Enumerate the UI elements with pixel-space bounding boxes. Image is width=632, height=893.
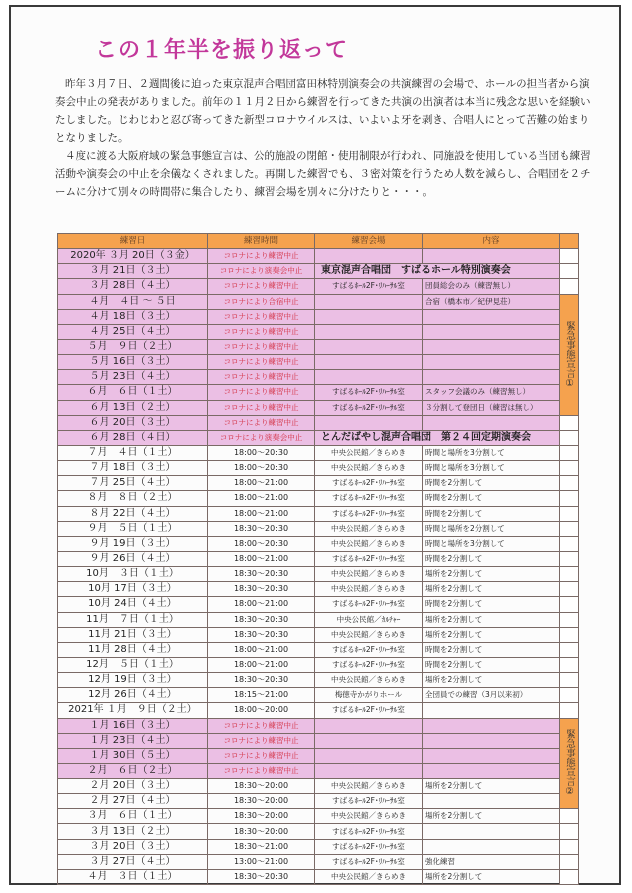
marker-cell xyxy=(560,476,579,491)
intro-paragraph-2: ４度に渡る大阪府域の緊急事態宣言は、公的施設の閉館・使用制限が行われ、同施設を使用している当団も練習活動や演奏会の中止を余儀なくされました。再開した練習でも、３密対策を行うため人数を減らし、合唱団を２チームに分けて別々の時間帯に集合したり、練習会場を別々に分けたりと・・・。 xyxy=(55,150,591,198)
cell-date: 2020年 ３月 20日（３金） xyxy=(58,249,208,264)
cell-time: 18:00～20:30 xyxy=(208,461,315,476)
cell-date: ３月 ６日（１土） xyxy=(58,809,208,824)
cell-place: 中央公民館／きらめき xyxy=(315,521,423,536)
marker-cell xyxy=(560,536,579,551)
marker-cell xyxy=(560,491,579,506)
cell-content: 場所を2分割して xyxy=(423,673,560,688)
cell-date: ６月 28日（４日） xyxy=(58,430,208,445)
cell-content: 全団員での練習（3月以来初） xyxy=(423,688,560,703)
cell-place xyxy=(315,355,423,370)
marker-cell xyxy=(560,264,579,279)
cell-place: すばるﾎｰﾙ2F･ﾘﾊｰｻﾙ室 xyxy=(315,491,423,506)
cell-time: コロナにより練習中止 xyxy=(208,415,315,430)
cell-place: すばるﾎｰﾙ2F･ﾘﾊｰｻﾙ室 xyxy=(315,400,423,415)
cell-content: スタッフ会議のみ（練習無し） xyxy=(423,385,560,400)
table-row xyxy=(58,430,579,445)
cell-date: ２月 27日（４土） xyxy=(58,794,208,809)
marker-cell xyxy=(560,642,579,657)
cell-content xyxy=(423,718,560,733)
marker-cell xyxy=(560,809,579,824)
cell-date: ３月 21日（３土） xyxy=(58,264,208,279)
emergency-declaration-label: 緊急事態宣言② xyxy=(564,729,575,798)
cell-time: コロナにより合宿中止 xyxy=(208,294,315,309)
cell-time: 18:30～20:00 xyxy=(208,824,315,839)
cell-content xyxy=(423,839,560,854)
cell-date: 11月 28日（４土） xyxy=(58,642,208,657)
cell-date: ９月 26日（４土） xyxy=(58,551,208,566)
cell-time: コロナにより練習中止 xyxy=(208,249,315,264)
cell-time: 18:00～20:00 xyxy=(208,703,315,718)
cell-place xyxy=(315,324,423,339)
marker-cell xyxy=(560,551,579,566)
marker-cell xyxy=(560,673,579,688)
practice-schedule-table xyxy=(57,233,579,885)
cell-place xyxy=(315,249,423,264)
marker-cell xyxy=(560,430,579,445)
table-row xyxy=(58,536,579,551)
cell-date: 11月 ７日（１土） xyxy=(58,612,208,627)
marker-cell xyxy=(560,688,579,703)
cell-place: 梅徳寺かがりホール xyxy=(315,688,423,703)
cell-place: すばるﾎｰﾙ2F･ﾘﾊｰｻﾙ室 xyxy=(315,385,423,400)
marker-cell xyxy=(560,279,579,294)
cell-place xyxy=(315,748,423,763)
cell-time: 13:00～21:00 xyxy=(208,854,315,869)
table-row xyxy=(58,733,579,748)
header-place: 練習会場 xyxy=(315,234,423,249)
cell-date: ８月 ８日（２土） xyxy=(58,491,208,506)
cell-content xyxy=(423,324,560,339)
cell-place: すばるﾎｰﾙ2F･ﾘﾊｰｻﾙ室 xyxy=(315,824,423,839)
cell-content: 場所を2分割して xyxy=(423,567,560,582)
marker-cell xyxy=(560,415,579,430)
page-title: この１年半を振り返って xyxy=(95,38,349,63)
cell-time: 18:15～21:00 xyxy=(208,688,315,703)
cell-date: ４月 ４日 ～ ５日 xyxy=(58,294,208,309)
cell-place: すばるﾎｰﾙ2F･ﾘﾊｰｻﾙ室 xyxy=(315,279,423,294)
cell-time: 18:00～21:00 xyxy=(208,551,315,566)
cell-content xyxy=(423,703,560,718)
cell-content: 場所を2分割して xyxy=(423,869,560,884)
cell-date: 12月 26日（４土） xyxy=(58,688,208,703)
marker-cell xyxy=(560,612,579,627)
marker-cell xyxy=(560,597,579,612)
cell-time: コロナにより練習中止 xyxy=(208,370,315,385)
cell-time: コロナにより練習中止 xyxy=(208,718,315,733)
cell-place xyxy=(315,733,423,748)
cell-date: ６月 13日（２土） xyxy=(58,400,208,415)
table-row xyxy=(58,491,579,506)
cell-date: ５月 23日（４土） xyxy=(58,370,208,385)
emergency-declaration-marker xyxy=(560,294,579,415)
cell-place xyxy=(315,763,423,778)
cell-time: 18:30～20:00 xyxy=(208,809,315,824)
table-row xyxy=(58,264,579,279)
marker-cell xyxy=(560,249,579,264)
cell-place: 中央公民館／きらめき xyxy=(315,673,423,688)
table-row xyxy=(58,249,579,264)
cell-date: ５月 ９日（２土） xyxy=(58,339,208,354)
cell-date: ７月 18日（３土） xyxy=(58,461,208,476)
table-row xyxy=(58,703,579,718)
cell-time: コロナにより練習中止 xyxy=(208,324,315,339)
cell-time: コロナにより練習中止 xyxy=(208,355,315,370)
cell-date: ７月 25日（４土） xyxy=(58,476,208,491)
table-row xyxy=(58,809,579,824)
table-row xyxy=(58,400,579,415)
cell-time: コロナにより練習中止 xyxy=(208,309,315,324)
cell-content: 強化練習 xyxy=(423,854,560,869)
cell-time: 18:30～20:30 xyxy=(208,521,315,536)
cell-place: すばるﾎｰﾙ2F･ﾘﾊｰｻﾙ室 xyxy=(315,794,423,809)
table-row xyxy=(58,763,579,778)
cell-date: １月 30日（５土） xyxy=(58,748,208,763)
cell-date: ４月 ３日（１土） xyxy=(58,869,208,884)
cell-time: 18:30～20:30 xyxy=(208,582,315,597)
table-row xyxy=(58,355,579,370)
marker-cell xyxy=(560,521,579,536)
cell-time: 18:30～20:30 xyxy=(208,612,315,627)
cell-content: 場所を2分割して xyxy=(423,809,560,824)
cell-time: 18:30～20:00 xyxy=(208,779,315,794)
table-row xyxy=(58,673,579,688)
cell-content: 時間を2分割して xyxy=(423,491,560,506)
cell-date: ３月 28日（４土） xyxy=(58,279,208,294)
table-row xyxy=(58,461,579,476)
table-row xyxy=(58,476,579,491)
header-content: 内容 xyxy=(423,234,560,249)
cell-date: 10月 17日（３土） xyxy=(58,582,208,597)
cell-content: ３分割して登団日（練習は無し） xyxy=(423,400,560,415)
cell-time: コロナにより練習中止 xyxy=(208,339,315,354)
table-row xyxy=(58,627,579,642)
table-row xyxy=(58,385,579,400)
table-row xyxy=(58,521,579,536)
cell-time: 18:30～20:30 xyxy=(208,869,315,884)
cell-content xyxy=(423,355,560,370)
marker-cell xyxy=(560,506,579,521)
cell-place xyxy=(315,309,423,324)
cell-content xyxy=(423,415,560,430)
cell-content: 時間と場所を2分割して xyxy=(423,521,560,536)
cell-content: 場所を2分割して xyxy=(423,582,560,597)
marker-cell xyxy=(560,567,579,582)
cell-place: すばるﾎｰﾙ2F･ﾘﾊｰｻﾙ室 xyxy=(315,854,423,869)
cell-content: 団員総会のみ（練習無し） xyxy=(423,279,560,294)
cell-time: コロナにより演奏会中止 xyxy=(208,430,315,445)
cell-date: ３月 20日（３土） xyxy=(58,839,208,854)
cell-content xyxy=(423,733,560,748)
cell-date: １月 16日（３土） xyxy=(58,718,208,733)
marker-cell xyxy=(560,869,579,884)
cell-date: ４月 18日（３土） xyxy=(58,309,208,324)
cell-date: １月 23日（４土） xyxy=(58,733,208,748)
cell-place: 中央公民館／きらめき xyxy=(315,869,423,884)
cell-time: コロナにより練習中止 xyxy=(208,385,315,400)
table-row xyxy=(58,445,579,460)
cell-date: ２月 20日（３土） xyxy=(58,779,208,794)
cell-content xyxy=(423,370,560,385)
cell-place: 中央公民館／きらめき xyxy=(315,779,423,794)
cell-time: コロナにより練習中止 xyxy=(208,733,315,748)
table-header-row xyxy=(58,234,579,249)
cell-content: 時間を2分割して xyxy=(423,551,560,566)
cell-time: 18:00～21:00 xyxy=(208,506,315,521)
cell-place: 中央公民館／きらめき xyxy=(315,461,423,476)
table-row xyxy=(58,324,579,339)
cell-date: ４月 25日（４土） xyxy=(58,324,208,339)
cell-place: すばるﾎｰﾙ2F･ﾘﾊｰｻﾙ室 xyxy=(315,642,423,657)
table-row xyxy=(58,854,579,869)
marker-cell xyxy=(560,824,579,839)
cell-place: すばるﾎｰﾙ2F･ﾘﾊｰｻﾙ室 xyxy=(315,657,423,672)
cell-content: 場所を2分割して xyxy=(423,779,560,794)
table-row xyxy=(58,415,579,430)
table-row xyxy=(58,370,579,385)
cell-content xyxy=(423,763,560,778)
cell-time: コロナにより練習中止 xyxy=(208,763,315,778)
header-time: 練習時間 xyxy=(208,234,315,249)
table-body xyxy=(58,249,579,885)
cell-content: 場所を2分割して xyxy=(423,627,560,642)
cell-content: 時間を2分割して xyxy=(423,657,560,672)
cell-place xyxy=(315,339,423,354)
marker-cell xyxy=(560,854,579,869)
cell-content: 時間と場所を3分割して xyxy=(423,445,560,460)
emergency-declaration-label: 緊急事態宣言① xyxy=(564,320,575,389)
cell-content xyxy=(423,249,560,264)
intro-paragraph-1: 昨年３月７日、２週間後に迫った東京混声合唱団富田林特別演奏会の共演練習の会場で、ホールの担当者から演奏会中止の発表がありました。前年の１１月２日から練習を行ってきた共演の出演者は本当に残念な思いを経験いたしました。じわじわと忍び寄ってきた新型コロナウイルスは、いよいよ牙を剥き、合唱人にとって苦難の始まりとなりました。 xyxy=(55,78,591,144)
table-row xyxy=(58,294,579,309)
cell-place: すばるﾎｰﾙ2F･ﾘﾊｰｻﾙ室 xyxy=(315,551,423,566)
table-row xyxy=(58,551,579,566)
marker-cell xyxy=(560,627,579,642)
cell-date: 11月 21日（３土） xyxy=(58,627,208,642)
cell-date: 12月 19日（３土） xyxy=(58,673,208,688)
cell-time: 18:30～20:30 xyxy=(208,627,315,642)
cell-content: 時間を2分割して xyxy=(423,476,560,491)
cell-date: ６月 ６日（１土） xyxy=(58,385,208,400)
cell-time: 18:30～20:30 xyxy=(208,567,315,582)
cell-content: 時間を2分割して xyxy=(423,642,560,657)
cell-date: 2021年 １月 ９日（２土） xyxy=(58,703,208,718)
cell-date: ２月 ６日（２土） xyxy=(58,763,208,778)
cell-place: 中央公民館／きらめき xyxy=(315,567,423,582)
cell-date: ３月 27日（４土） xyxy=(58,854,208,869)
cell-time: コロナにより練習中止 xyxy=(208,748,315,763)
cell-date: ９月 19日（３土） xyxy=(58,536,208,551)
header-marker xyxy=(560,234,579,249)
cell-time: 18:00～20:30 xyxy=(208,445,315,460)
table-row xyxy=(58,642,579,657)
cell-content xyxy=(423,824,560,839)
cell-place xyxy=(315,370,423,385)
cell-content xyxy=(423,339,560,354)
cell-place: すばるﾎｰﾙ2F･ﾘﾊｰｻﾙ室 xyxy=(315,703,423,718)
marker-cell xyxy=(560,703,579,718)
cell-date: ６月 20日（３土） xyxy=(58,415,208,430)
cell-date: ３月 13日（２土） xyxy=(58,824,208,839)
table-row xyxy=(58,824,579,839)
cell-content: 時間を2分割して xyxy=(423,506,560,521)
table-row xyxy=(58,567,579,582)
table-row xyxy=(58,612,579,627)
cell-time: コロナにより練習中止 xyxy=(208,279,315,294)
cell-place xyxy=(315,294,423,309)
cell-place: 中央公民館／きらめき xyxy=(315,536,423,551)
table-row xyxy=(58,279,579,294)
cell-time: 18:30～20:30 xyxy=(208,673,315,688)
table-row xyxy=(58,597,579,612)
marker-cell xyxy=(560,582,579,597)
cell-place xyxy=(315,415,423,430)
table-row xyxy=(58,748,579,763)
cell-date: ９月 ５日（１土） xyxy=(58,521,208,536)
table-row xyxy=(58,339,579,354)
cell-time: 18:30～21:00 xyxy=(208,839,315,854)
cell-place: 中央公民館／きらめき xyxy=(315,627,423,642)
table-row xyxy=(58,718,579,733)
cell-place: 中央公民館／きらめき xyxy=(315,445,423,460)
document-page xyxy=(9,5,621,885)
cell-content: 時間と場所を3分割して xyxy=(423,536,560,551)
cell-date: ８月 22日（４土） xyxy=(58,506,208,521)
cell-content: 場所を2分割して xyxy=(423,612,560,627)
table-row xyxy=(58,794,579,809)
cell-time: 18:00～20:30 xyxy=(208,536,315,551)
marker-cell xyxy=(560,445,579,460)
cell-content: 時間を2分割して xyxy=(423,597,560,612)
cell-date: 10月 24日（４土） xyxy=(58,597,208,612)
cell-content: 合宿（橋本市／紀伊見荘） xyxy=(423,294,560,309)
cell-place: 中央公民館／きらめき xyxy=(315,809,423,824)
header-date: 練習日 xyxy=(58,234,208,249)
cell-place: すばるﾎｰﾙ2F･ﾘﾊｰｻﾙ室 xyxy=(315,597,423,612)
cell-content xyxy=(423,309,560,324)
cell-place: すばるﾎｰﾙ2F･ﾘﾊｰｻﾙ室 xyxy=(315,476,423,491)
table-row xyxy=(58,657,579,672)
cell-date: ７月 ４日（１土） xyxy=(58,445,208,460)
emergency-declaration-marker xyxy=(560,718,579,809)
cell-time: 18:30～20:00 xyxy=(208,794,315,809)
cell-place: すばるﾎｰﾙ2F･ﾘﾊｰｻﾙ室 xyxy=(315,506,423,521)
cell-date: 12月 ５日（１土） xyxy=(58,657,208,672)
marker-cell xyxy=(560,839,579,854)
cell-time: 18:00～21:00 xyxy=(208,476,315,491)
table-row xyxy=(58,582,579,597)
cell-date: 10月 ３日（１土） xyxy=(58,567,208,582)
table-row xyxy=(58,869,579,884)
table-row xyxy=(58,688,579,703)
cell-place: 中央公民館／ｶﾙﾁｬｰ xyxy=(315,612,423,627)
cell-event: とんだばやし混声合唱団 第２４回定期演奏会 xyxy=(315,430,560,445)
marker-cell xyxy=(560,657,579,672)
cell-place: 中央公民館／きらめき xyxy=(315,582,423,597)
cell-time: コロナにより練習中止 xyxy=(208,400,315,415)
marker-cell xyxy=(560,461,579,476)
cell-time: 18:00～21:00 xyxy=(208,597,315,612)
table-row xyxy=(58,839,579,854)
cell-time: 18:00～21:00 xyxy=(208,491,315,506)
cell-event: 東京混声合唱団 すばるホール特別演奏会 xyxy=(315,264,560,279)
cell-time: コロナにより演奏会中止 xyxy=(208,264,315,279)
cell-content: 時間と場所を3分割して xyxy=(423,461,560,476)
cell-date: ５月 16日（３土） xyxy=(58,355,208,370)
cell-place: すばるﾎｰﾙ2F･ﾘﾊｰｻﾙ室 xyxy=(315,839,423,854)
cell-time: 18:00～21:00 xyxy=(208,642,315,657)
table-row xyxy=(58,779,579,794)
cell-content xyxy=(423,794,560,809)
table-row xyxy=(58,309,579,324)
cell-content xyxy=(423,748,560,763)
cell-place xyxy=(315,718,423,733)
cell-time: 18:00～21:00 xyxy=(208,657,315,672)
table-row xyxy=(58,506,579,521)
